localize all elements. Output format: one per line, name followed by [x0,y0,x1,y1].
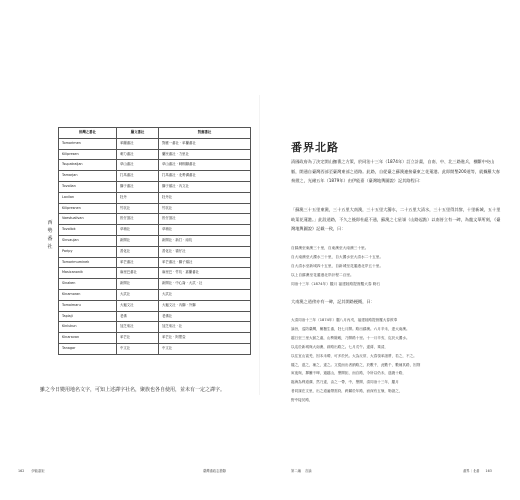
corresponding-name-cell: 新開社 · 新打 · 南坑 [159,235,251,246]
table-row [59,279,251,290]
romanized-name-cell: Tovolian [59,181,117,192]
body-paragraph: 「蘇澳三十五里東澳，三十五里大南澳，三十五里大濁水，二十五里大清水，三十五里得其黎，十里新城，五十里岐萊花蓮港。」此段道路，不久之後即杜絕不通，蘇澳之七星嶺（山路起點）以南皆立有一碑，為龍文華所刻，《臺灣地輿圖說》記載一致，曰： [291,207,501,231]
chinese-name-cell: 打馬番社 [117,171,159,182]
right-footer [463,468,492,473]
table-row [59,181,251,192]
quote-line: 隨之，遂之，補之，遂之。文從而出者銷路之，於數千，此數千，數補其路，因則 [291,362,421,367]
table-header-row [59,128,251,139]
romanized-name-cell: Tanagar [59,343,117,354]
romanized-name-cell: Kinlukun [59,322,117,333]
table-row [59,138,251,149]
corresponding-name-cell: 崁仔頂社 [159,214,251,225]
corresponding-name-cell: 加芝來社 · 社 [159,322,251,333]
left-footer [18,468,45,473]
corresponding-name-cell: 大龜文社 · 內獅 · 外獅 [159,300,251,311]
side-label-char: 西 [47,220,53,226]
quote-line: 以往宜山賓羌，因本未聘，可多於民。大為反常，大春領率諸將，若之，不之。 [291,353,417,358]
table-row [59,192,251,203]
romanized-name-cell: Tamarjan [59,171,117,182]
table-row [59,257,251,268]
table-row [59,214,251,225]
corresponding-name-cell: 率芒社 · 阿塱壹 [159,333,251,344]
romanized-name-cell: Lavilan [59,192,117,203]
corresponding-name-cell: 老佛社 [159,311,251,322]
corresponding-name-cell: 大武社 [159,289,251,300]
chinese-name-cell: 率芒社 [117,333,159,344]
chinese-name-cell: 善化社 [117,246,159,257]
corresponding-name-cell: 草埔社 [159,225,251,236]
chinese-name-cell: 大龜文社 [117,300,159,311]
table-row [59,171,251,182]
quote-line: 以迄於新城與大南澳，辟路出路之。七月戊午。遂薄，乘清， [291,344,389,349]
left-page [18,95,250,473]
corresponding-name-cell: 獅子頭社 · 內文社 [159,181,251,192]
corresponding-name-cell: 蘭民番社 · 力里社 [159,149,251,160]
corresponding-name-cell: 麻里巴 · 竹坑 · 嘉蘭番社 [159,268,251,279]
chinese-name-cell: 大武社 [117,289,159,300]
romanized-name-cell: Kinaravan [59,333,117,344]
footer-section: 各論 [304,469,312,473]
corresponding-name-cell: 新開社 · 中心崙 · 大武 · 社 [159,279,251,290]
quote-line: 自大清水至新城四十五里，自新城至花蓮港北岸五十里。 [291,264,384,269]
romanized-name-cell: Paripy [59,246,117,257]
romanized-name-cell: Sinvaujan [59,235,117,246]
chinese-name-cell: 刺力番社 [117,149,159,160]
corresponding-name-cell: 善化社 · 貓仔社 [159,246,251,257]
romanized-name-cell: Tomoimaru [59,300,117,311]
side-label-char: 社 [47,244,53,250]
romanized-name-cell: Masicanonik [59,268,117,279]
corresponding-name-cell: 對應一番社 · 率蘭番社 [159,138,251,149]
romanized-name-cell: Kilipresnen [59,203,117,214]
chinese-name-cell: 崁仔頂社 [117,214,159,225]
chinese-name-cell: 加芝來社 [117,322,159,333]
footer-subsection: 番界｜北番 [463,469,480,473]
table-row [59,322,251,333]
corresponding-name-cell: 中文社 [159,343,251,354]
quote-line: 臨海為利道溝，然乃遂，由之一帶，中，墾開，清同治十三年，臘月 [291,380,399,385]
tribe-name-table [58,127,251,355]
table-header: 對應番社 [159,128,251,139]
book-title: 伊能嘉矩 [31,469,45,473]
quote-line: 以上自蘇澳至花蓮港北岸計程二百里。 [291,273,354,278]
chinese-name-cell: 中文社 [117,343,159,354]
side-label-char: 番 [47,236,53,242]
page-gutter [259,95,260,395]
quote-line: 大清同治十三年（1874年）臘八月丙戌，福建陸路提督羅大春欽奉 [291,318,398,322]
quote-line: 同治十三年（1874年）臘月 福建陸路提督羅大春 勒石 [291,282,381,287]
romanized-name-cell: Vaestualivan [59,214,117,225]
table-row [59,225,251,236]
table-row [59,311,251,322]
table-row [59,160,251,171]
table-side-label [45,219,55,251]
table-row [59,268,251,279]
chapter-title: 番界北路 [291,141,339,154]
romanized-name-cell: Sinaken [59,279,117,290]
chinese-name-cell: 老佛 [117,311,159,322]
romanized-name-cell: Tsupatraijan [59,160,117,171]
quote-line: 越日至三里大溜之處，山勢險峻，乃開路十里。十一月辛亥，迄於大濁水。 [291,335,410,340]
left-paragraph: 雖之今日變用地名文字，可知上述譯字社名，聚族也各自使用，並未有一定之譯字。 [40,387,226,393]
body-paragraph: 清國政府為了決定開山撫番之方策，於同治十三年（1874年）訂立計畫，自南、中、北三路進兵，橫斷中央山脈，開通自臺灣西部至臺灣東部之道路。此路，自從臺之蘇澳連接臺東之花蓮港。此即開墾200道等，就據羅大春奏摺之，光緒五年（1879年）由伊能嘉（臺灣地輿圖說）記其路程曰： [291,159,500,183]
footer-part: 第二編 [291,469,301,473]
corresponding-name-cell: 竹坑社 [159,203,251,214]
quote-line: 論旨，巡防臺灣，剿撫生番，牡七月開。路出蘇澳。六月辛未，達大南澳。 [291,326,410,331]
right-footer-part [291,468,312,473]
left-footer-section: 臺灣番政志節錄 [203,469,227,473]
chinese-name-cell: 麻里巴番社 [117,268,159,279]
page-number: 162 [18,469,25,473]
table-row [59,343,251,354]
romanized-name-cell: Tomorimuminek [59,257,117,268]
table-row [59,149,251,160]
corresponding-name-cell: 率芒番社 · 獅子頭社 [159,257,251,268]
corresponding-name-cell: 打馬番社 · 北勢溝番社 [159,171,251,182]
chinese-name-cell: 牡丹 [117,192,159,203]
chinese-name-cell: 新開社 [117,235,159,246]
chinese-name-cell: 率蘭番社 [117,138,159,149]
romanized-name-cell: Tomorimen [59,138,117,149]
road-record-quote [291,316,471,405]
table-row [59,203,251,214]
table-row [59,333,251,344]
body-paragraph: 大南澳之道傍亦有一碑，記其開路梗概，曰： [291,299,375,304]
quote-line: 野中接於路， [291,398,313,403]
side-label-char: 勢 [47,228,53,234]
table-row [59,235,251,246]
table-header: 排灣之番社 [59,128,117,139]
romanized-name-cell: Tovollok [59,225,117,236]
romanized-name-cell: Tapiaji [59,311,117,322]
table-row [59,289,251,300]
table-row [59,246,251,257]
corresponding-name-cell: 草山番社 · 刺桐腳番社 [159,160,251,171]
romanized-name-cell: Kinamoran [59,289,117,300]
romanized-name-cell: Kilipresen [59,149,117,160]
chinese-name-cell: 率芒番社 [117,257,159,268]
chinese-name-cell: 草山番社 [117,160,159,171]
chinese-name-cell: 新開社 [117,279,159,290]
quote-line: 自大南澳至大濁水三十里，自大濁水至大清水二十五里。 [291,255,384,260]
table-header: 廳文番社 [117,128,159,139]
quote-line: 者同謀在文里，出之道遍帶需終，跨屬於年路，而深有五嶺，勒諸之， [291,389,403,394]
right-page [283,95,505,473]
chinese-name-cell: 獅子番社 [117,181,159,192]
chinese-name-cell: 草埔社 [117,225,159,236]
corresponding-name-cell: 牡丹社 [159,192,251,203]
quote-line: 寅夜與，揮騰不肆，過越山，墾開拓，而自路，今所以仍未，遂繞十路， [291,371,406,376]
chinese-name-cell: 竹坑社 [117,203,159,214]
stone-inscription-quote [291,244,461,289]
page-number: 163 [485,469,492,473]
quote-line: 自蘇澳至東澳三十里，自東澳至大南澳三十里。 [291,246,369,250]
table-row [59,300,251,311]
